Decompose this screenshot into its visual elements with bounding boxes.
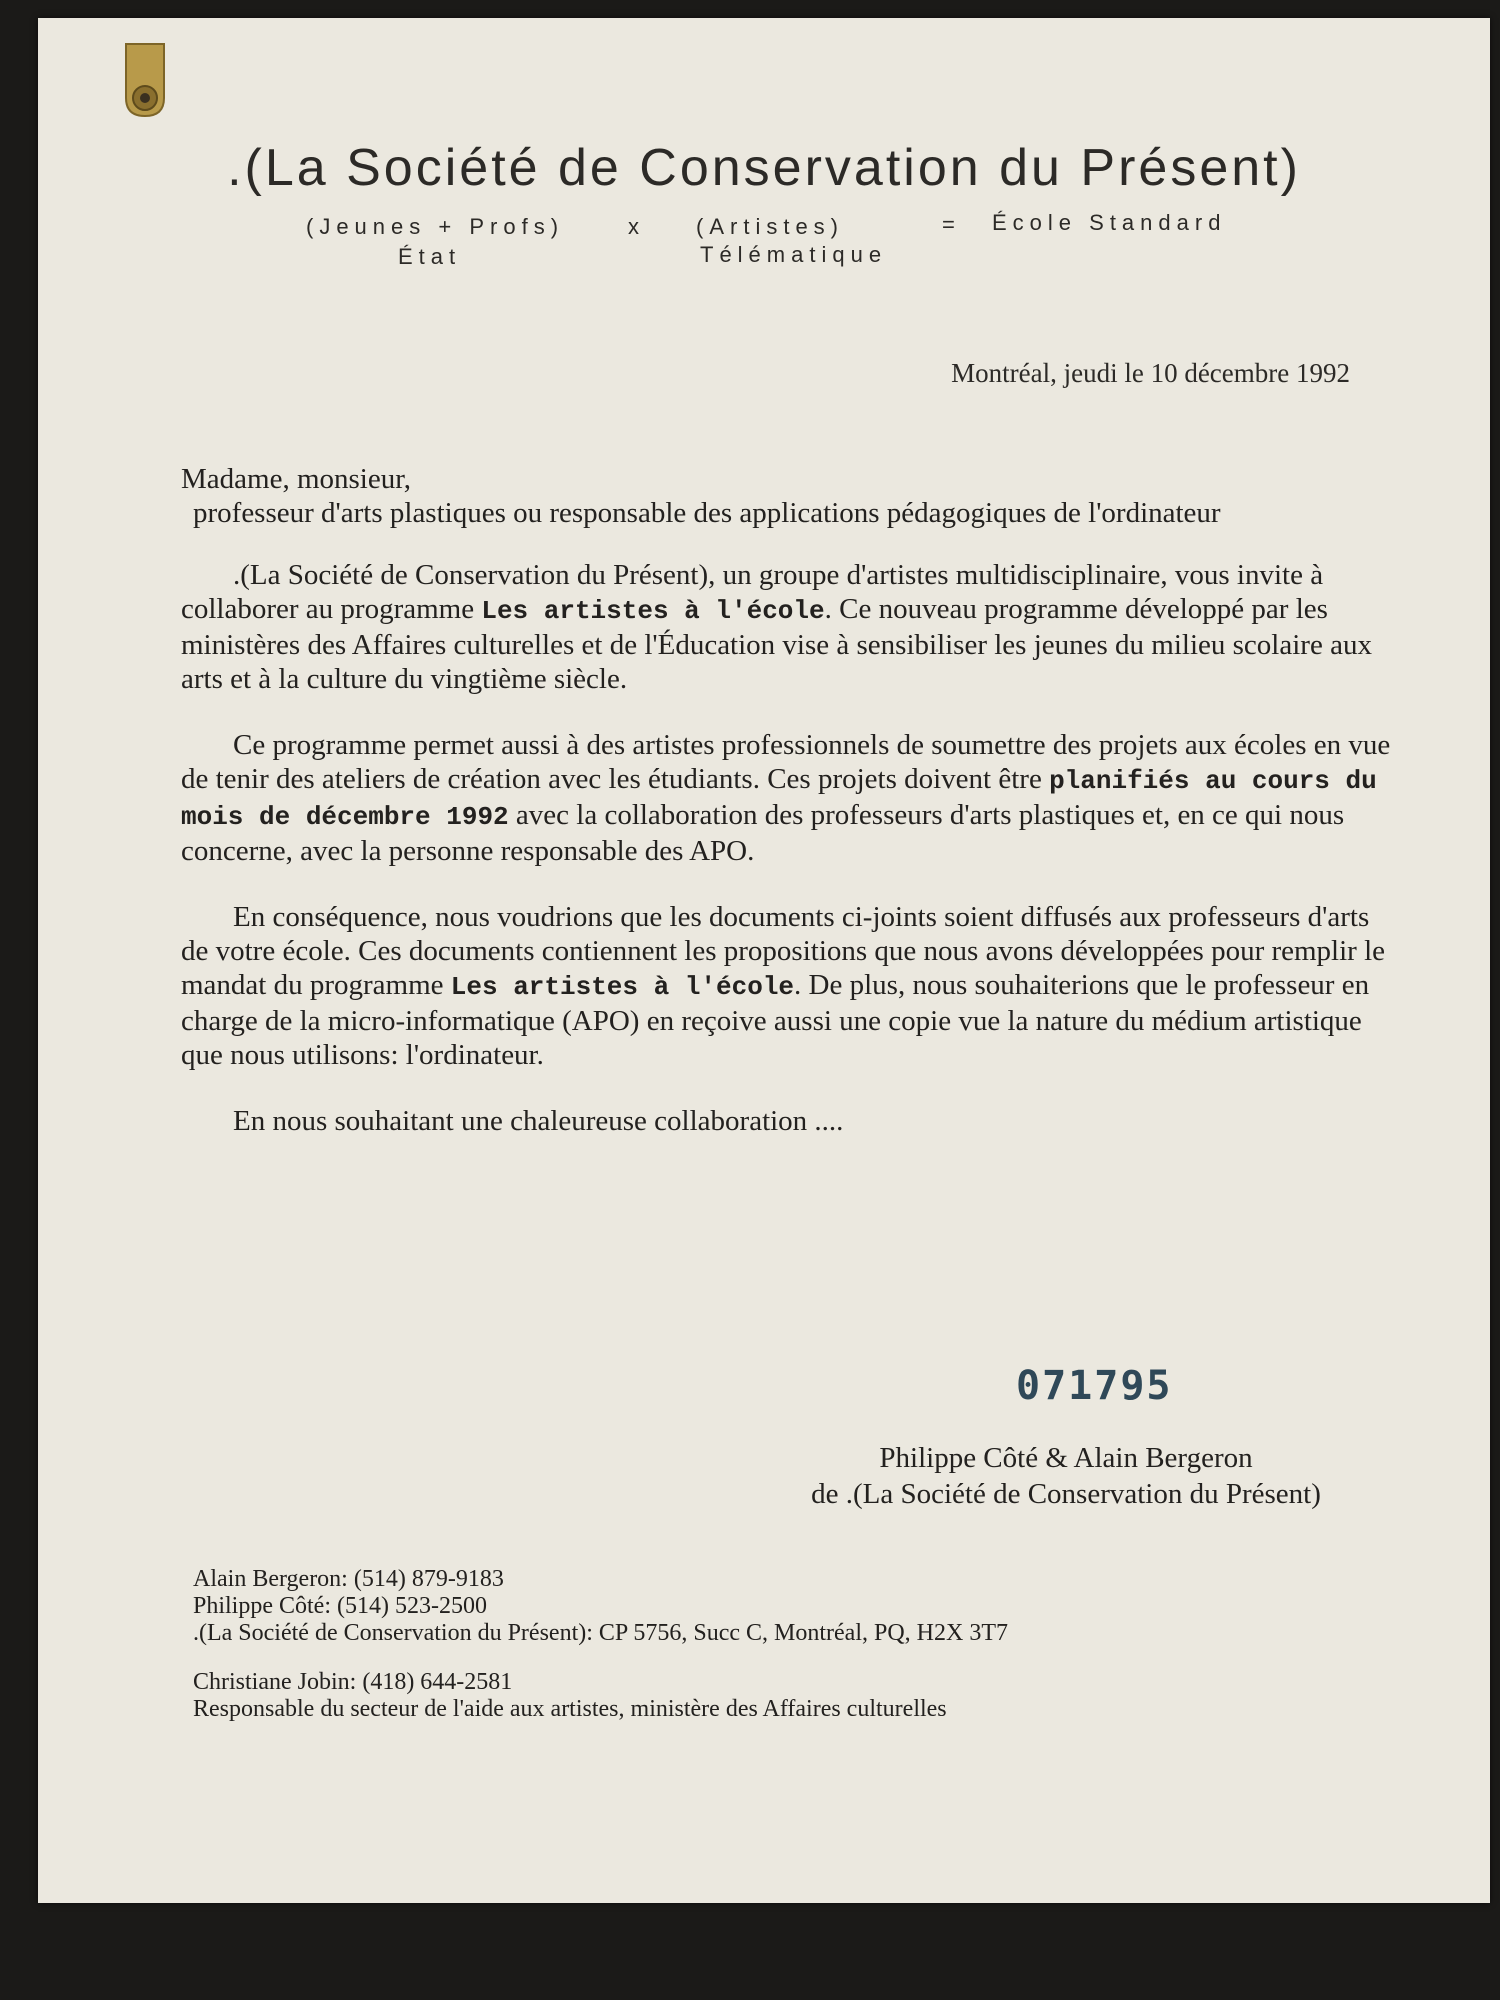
contact-list [193,1566,1393,1723]
contact-philippe: Philippe Côté: (514) 523-2500 [193,1593,487,1619]
paragraph-text: En conséquence, nous voudrions que les documents ci-joints soient diffusés aux professeurs d'arts de votre école. Ces documents contiennent les propositions que nous avons développées pour remplir le mandat du programme [181,901,1386,1001]
formula-equals: = [942,212,961,237]
contact-christiane: Christiane Jobin: (418) 644-2581 [193,1669,513,1695]
paragraph-3 [181,900,1401,1072]
closing-line: En nous souhaitant une chaleureuse collaboration .... [233,1105,844,1137]
letter-date: Montréal, jeudi le 10 décembre 1992 [951,358,1350,388]
salutation-block [181,462,1401,530]
contact-societe: .(La Société de Conservation du Présent): CP 5756, Succ C, Montréal, PQ, H2X 3T7 [193,1620,1008,1646]
paragraph-1 [181,558,1401,696]
formula-etat: État [398,244,462,269]
paragraph-text: avec la collaboration des professeurs d'arts plastiques et, en ce qui nous concerne, avec la personne responsable des APO. [181,799,1345,867]
formula-artistes: (Artistes) [696,214,844,239]
binder-clip-icon [120,42,170,120]
paragraph-text: Ce programme permet aussi à des artistes professionnels de soumettre des projets aux écoles en vue de tenir des ateliers de création avec les étudiants. Ces projets doivent être [181,729,1391,795]
signature-names: Philippe Côté & Alain Bergeron [879,1442,1253,1474]
contact-christiane-role: Responsable du secteur de l'aide aux artistes, ministère des Affaires culturelles [193,1696,947,1722]
signature-block [766,1440,1366,1512]
contact-alain: Alain Bergeron: (514) 879-9183 [193,1566,504,1592]
letterhead-title: .(La Société de Conservation du Présent) [227,139,1301,197]
addressee: professeur d'arts plastiques ou responsable des applications pédagogiques de l'ordinateur [193,497,1221,529]
paragraph-text: .(La Société de Conservation du Présent), un groupe d'artistes multidisciplinaire, vous invite à collaborer au programme [181,559,1324,625]
formula-telematique: Télématique [700,242,888,267]
program-name: Les artistes à l'école [481,596,825,626]
paragraph-2 [181,728,1401,868]
signature-organization: de .(La Société de Conservation du Présent) [811,1478,1321,1510]
letter-body [181,462,1401,1138]
formula-times: x [628,214,645,239]
salutation: Madame, monsieur, [181,463,411,495]
paragraph-text: . Ce nouveau programme développé par les ministères des Affaires culturelles et de l'Éducation vise à sensibiliser les jeunes du milieu scolaire aux arts et à la culture du vingtième siècle. [181,593,1372,695]
formula-jeunes-profs: (Jeunes + Profs) [306,214,565,239]
planning-deadline: planifiés au cours du mois de décembre 1992 [181,766,1377,832]
program-name: Les artistes à l'école [450,972,795,1002]
paragraph-text: . De plus, nous souhaiterions que le professeur en charge de la micro-informatique (APO) en reçoive aussi une copie vue la nature du médium artistique que nous utilisons: l'ordinateur. [181,969,1370,1071]
stamp-number: 071795 [1016,1363,1173,1409]
letter-page [38,18,1490,1903]
formula-ecole: École Standard [992,210,1227,235]
